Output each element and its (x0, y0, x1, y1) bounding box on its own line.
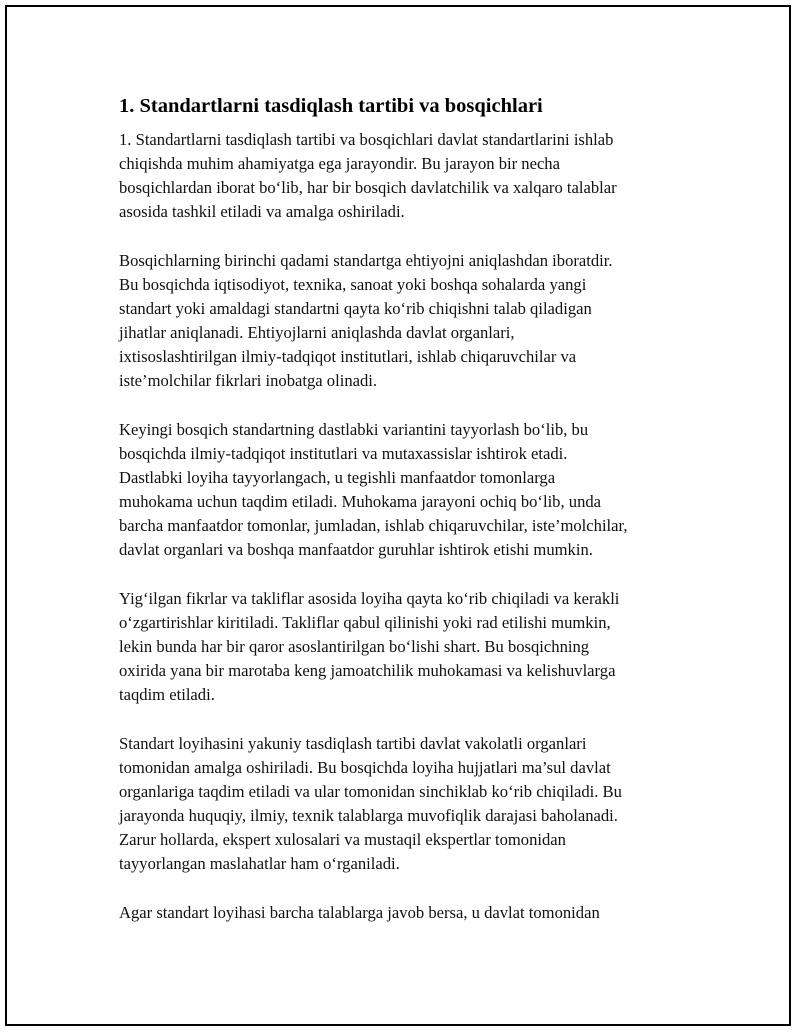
text-line: oxirida yana bir marotaba keng jamoatchilik muhokamasi va kelishuvlarga (119, 661, 616, 680)
text-line: barcha manfaatdor tomonlar, jumladan, ishlab chiqaruvchilar, iste’molchilar, (119, 516, 628, 535)
text-line: organlariga taqdim etiladi va ular tomonidan sinchiklab ko‘rib chiqiladi. Bu (119, 782, 622, 801)
paragraph-2 (119, 249, 699, 393)
text-line: tomonidan amalga oshiriladi. Bu bosqichda loyiha hujjatlari ma’sul davlat (119, 758, 611, 777)
text-line: standart yoki amaldagi standartni qayta ko‘rib chiqishni talab qiladigan (119, 299, 592, 318)
text-line: chiqishda muhim ahamiyatga ega jarayondir. Bu jarayon bir necha (119, 154, 560, 173)
section-heading: 1. Standartlarni tasdiqlash tartibi va bosqichlari (119, 95, 543, 117)
text-line: taqdim etiladi. (119, 685, 215, 704)
text-line: bosqichlardan iborat bo‘lib, har bir bosqich davlatchilik va xalqaro talablar (119, 178, 617, 197)
text-line: Yig‘ilgan fikrlar va takliflar asosida loyiha qayta ko‘rib chiqiladi va kerakli (119, 589, 620, 608)
text-line: jarayonda huquqiy, ilmiy, texnik talablarga muvofiqlik darajasi baholanadi. (119, 806, 618, 825)
text-line: asosida tashkil etiladi va amalga oshiriladi. (119, 202, 405, 221)
text-line: Keyingi bosqich standartning dastlabki variantini tayyorlash bo‘lib, bu (119, 420, 589, 439)
text-line: Standart loyihasini yakuniy tasdiqlash tartibi davlat vakolatli organlari (119, 734, 587, 753)
text-line: Dastlabki loyiha tayyorlangach, u tegishli manfaatdor tomonlarga (119, 468, 556, 487)
text-line: Agar standart loyihasi barcha talablarga javob bersa, u davlat tomonidan (119, 903, 600, 922)
paragraph-3 (119, 418, 699, 562)
text-line: 1. Standartlarni tasdiqlash tartibi va bosqichlari davlat standartlarini ishlab (119, 130, 614, 149)
paragraph-5 (119, 732, 699, 876)
paragraph-1 (119, 128, 699, 224)
paragraph-4 (119, 587, 699, 707)
page-frame (5, 5, 791, 1026)
text-line: iste’molchilar fikrlari inobatga olinadi. (119, 371, 378, 390)
text-line: o‘zgartirishlar kiritiladi. Takliflar qabul qilinishi yoki rad etilishi mumkin, (119, 613, 611, 632)
text-line: jihatlar aniqlanadi. Ehtiyojlarni aniqlashda davlat organlari, (119, 323, 515, 342)
text-line: ixtisoslashtirilgan ilmiy-tadqiqot institutlari, ishlab chiqaruvchilar va (119, 347, 577, 366)
text-line: Bu bosqichda iqtisodiyot, texnika, sanoat yoki boshqa sohalarda yangi (119, 275, 587, 294)
text-line: davlat organlari va boshqa manfaatdor guruhlar ishtirok etishi mumkin. (119, 540, 593, 559)
document-body (119, 91, 699, 950)
text-line: tayyorlangan maslahatlar ham o‘rganiladi. (119, 854, 400, 873)
text-line: lekin bunda har bir qaror asoslantirilgan bo‘lishi shart. Bu bosqichning (119, 637, 590, 656)
text-line: Zarur hollarda, ekspert xulosalari va mustaqil ekspertlar tomonidan (119, 830, 566, 849)
text-line: Bosqichlarning birinchi qadami standartga ehtiyojni aniqlashdan iboratdir. (119, 251, 613, 270)
text-line: muhokama uchun taqdim etiladi. Muhokama jarayoni ochiq bo‘lib, unda (119, 492, 602, 511)
paragraph-6 (119, 901, 699, 925)
text-line: bosqichda ilmiy-tadqiqot institutlari va mutaxassislar ishtirok etadi. (119, 444, 568, 463)
